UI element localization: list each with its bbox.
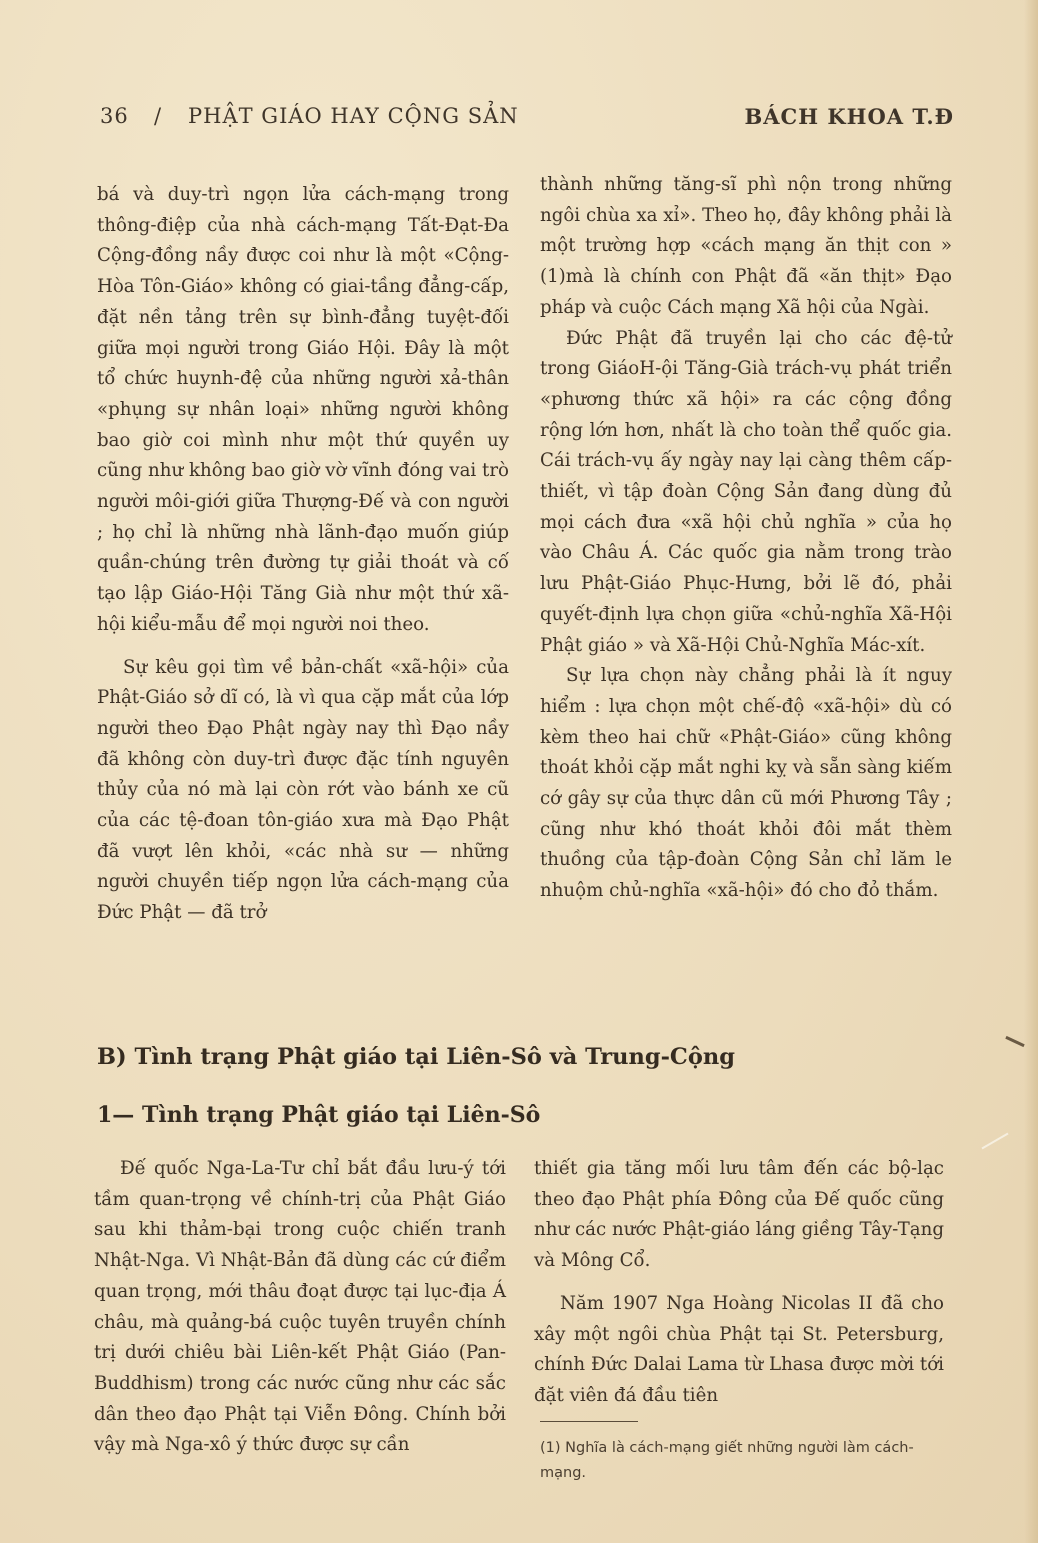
column-left-top [97,180,509,929]
paragraph: thành những tăng-sĩ phì nộn trong những ngôi chùa xa xỉ». Theo họ, đây không phải là một trường hợp «cách mạng ăn thịt con » (1)mà là chính con Phật đã «ăn thịt» Đạo pháp và cuộc Cách mạng Xã hội của Ngài. [540,174,952,318]
subsection-heading: 1— Tình trạng Phật giáo tại Liên-Sô [97,1102,541,1128]
paragraph: Đế quốc Nga-La-Tư chỉ bắt đầu lưu-ý tới tầm quan-trọng về chính-trị của Phật Giáo sau khi thảm-bại trong cuộc chiến tranh Nhật-Nga. Vì Nhật-Bản đã dùng các cứ điểm quan trọng, mới thâu đoạt được tại lục-địa Á châu, mà quảng-bá cuộc tuyên truyền chính trị dưới chiêu bài Liên-kết Phật Giáo (Pan-Buddhism) trong các nước cũng như các sắc dân theo đạo Phật tại Viễn Đông. Chính bởi vậy mà Nga-xô ý thức được sự cần [94,1158,506,1456]
page-number: 36 [100,104,129,128]
paragraph: Sự kêu gọi tìm về bản-chất «xã-hội» của Phật-Giáo sở dĩ có, là vì qua cặp mắt của lớp người theo Đạo Phật ngày nay thì Đạo nầy đã không còn duy-trì được đặc tính nguyên thủy của nó mà lại còn rớt vào bánh xe cũ của các tệ-đoan tôn-giáo xưa mà Đạo Phật đã vượt lên khỏi, «các nhà sư — những người chuyền tiếp ngọn lửa cách-mạng của Đức Phật — đã trở [97,656,509,924]
paragraph: Sự lựa chọn này chẳng phải là ít nguy hiểm : lựa chọn một chế-độ «xã-hội» dù có kèm theo hai chữ «Phật-Giáo» cũng không thoát khỏi cặp mắt nghi kỵ và sẵn sàng kiếm cớ gây sự của thực dân cũ mới Phương Tây ; cũng như khó thoát khỏi đôi mắt thèm thuồng của tập-đoàn Cộng Sản chỉ lăm le nhuộm chủ-nghĩa «xã-hội» đó cho đỏ thắm. [540,665,952,902]
footnote: (1) Nghĩa là cách-mạng giết những người làm cách-mạng. [540,1440,914,1481]
paragraph: Năm 1907 Nga Hoàng Nicolas II đã cho xây một ngôi chùa Phật tại St. Petersburg, chính Đức Dalai Lama từ Lhasa được mời tới đặt viên đá đầu tiên [534,1292,944,1406]
paragraph: Đức Phật đã truyền lại cho các đệ-tử trong GiáoH-ội Tăng-Già trách-vụ phát triển «phương thức xã hội» ra các cộng đồng rộng lớn hơn, nhất là cho toàn thể quốc gia. Cái trách-vụ ấy ngày nay lại càng thêm cấp-thiết, vì tập đoàn Cộng Sản đang dùng đủ mọi cách đưa «xã hội chủ nghĩa » của họ vào Châu Á. Các quốc gia nằm trong trào lưu Phật-Giáo Phục-Hưng, bởi lẽ đó, phải quyết-định lựa chọn giữa «chủ-nghĩa Xã-Hội Phật giáo » và Xã-Hội Chủ-Nghĩa Mác-xít. [540,327,952,656]
print-speck [1005,1036,1024,1047]
magazine-name: BÁCH KHOA T.Đ [744,104,954,129]
footnote-rule [540,1421,638,1422]
header-separator: / [154,104,163,128]
running-header [96,102,954,138]
column-right-top [540,170,952,907]
article-title: PHẬT GIÁO HAY CỘNG SẢN [188,104,519,128]
column-left-bottom [94,1154,506,1461]
page-spine-shadow [1024,0,1038,1543]
paragraph: thiết gia tăng mối lưu tâm đến các bộ-lạc theo đạo Phật phía Đông của Đế quốc cũng như các nước Phật-giáo láng giềng Tây-Tạng và Mông Cổ. [534,1158,944,1272]
paragraph: bá và duy-trì ngọn lửa cách-mạng trong thông-điệp của nhà cách-mạng Tất-Đạt-Đa Cộng-đồng nầy được coi như là một «Cộng-Hòa Tôn-Giáo» không có giai-tầng đẳng-cấp, đặt nền tảng trên sự bình-đẳng tuyệt-đối giữa mọi người trong Giáo Hội. Đây là một tổ chức huynh-đệ của những người xả-thân «phụng sự nhân loại» những người không bao giờ coi mình như một thứ quyền uy cũng như không bao giờ vờ vĩnh đóng vai trò người môi-giới giữa Thượng-Đế và con người ; họ chỉ là những nhà lãnh-đạo muốn giúp quần-chúng trên đường tự giải thoát và cố tạo lập Giáo-Hội Tăng Già như một thứ xã-hội kiểu-mẫu để mọi người noi theo. [97,184,509,635]
section-heading: B) Tình trạng Phật giáo tại Liên-Sô và Trung-Cộng [97,1044,735,1070]
column-right-bottom [534,1154,944,1412]
paper-scratch [982,1133,1009,1150]
